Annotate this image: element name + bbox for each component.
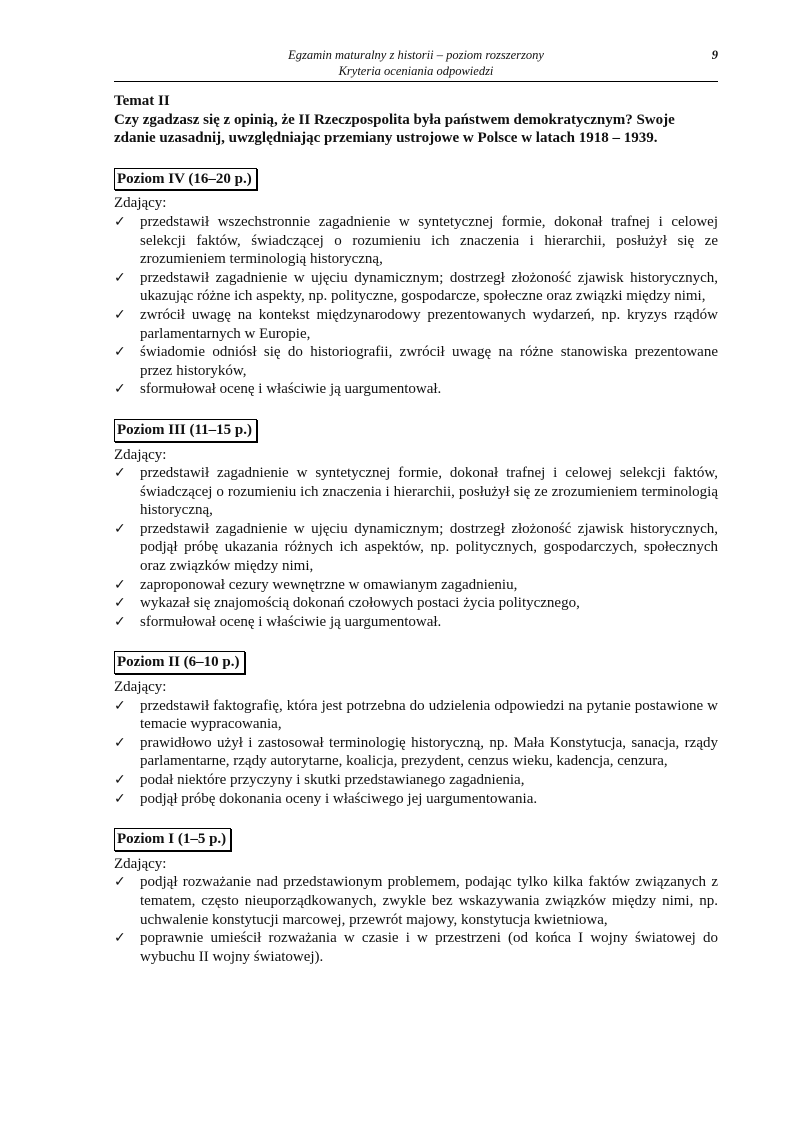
criteria-text: świadomie odniósł się do historiografii, zwrócił uwagę na różne stanowiska prezentowane przez historyków, [140, 344, 718, 379]
criteria-text: przedstawił faktografię, która jest potrzebna do udzielenia odpowiedzi na pytanie postawione w temacie wypracowania, [140, 697, 718, 733]
checkmark-icon: ✓ [114, 344, 126, 361]
criteria-text: wykazał się znajomością dokonań czołowych postaci życia politycznego, [140, 595, 580, 612]
checkmark-icon: ✓ [114, 520, 126, 537]
page-number: 9 [711, 48, 718, 62]
level-heading: Poziom IV (16–20 p.) [114, 168, 257, 191]
checkmark-icon: ✓ [114, 697, 126, 714]
level-heading: Poziom III (11–15 p.) [114, 419, 257, 442]
criteria-list [114, 873, 718, 966]
criteria-item [114, 697, 718, 734]
level-heading: Poziom I (1–5 p.) [114, 828, 231, 851]
checkmark-icon: ✓ [114, 790, 126, 807]
criteria-item [114, 771, 718, 790]
level-section [114, 808, 718, 966]
criteria-text: sformułował ocenę i właściwie ją uargumentował. [140, 613, 442, 630]
criteria-text: poprawnie umieścił rozważania w czasie i w przestrzeni (od końca I wojny światowej do wybuchu II wojny światowej). [140, 930, 718, 965]
level-intro: Zdający: [114, 446, 167, 463]
topic-question: Czy zgadzasz się z opinią, że II Rzeczpospolita była państwem demokratycznym? Swoje zdanie uzasadnij, uwzględniając przemiany ustrojowe w Polsce w latach 1918 – 1939. [114, 111, 675, 147]
level-section [114, 399, 718, 632]
criteria-item [114, 269, 718, 306]
level-intro: Zdający: [114, 679, 167, 696]
criteria-item [114, 734, 718, 771]
criteria-item [114, 380, 718, 399]
criteria-text: przedstawił zagadnienie w ujęciu dynamicznym; dostrzegł złożoność zjawisk historycznych, podjął próbę ukazania różnych ich aspektów, np. politycznych, gospodarczych, społecznych oraz związków między nimi, [140, 520, 718, 575]
criteria-text: przedstawił zagadnienie w syntetycznej formie, dokonał trafnej i celowej selekcji faktów, świadczącej o rozumieniu ich znaczenia i hierarchii, posłużył się ze zrozumieniem terminologią historyczną, [140, 465, 718, 519]
checkmark-icon: ✓ [114, 930, 126, 947]
criteria-item [114, 873, 718, 929]
criteria-item [114, 790, 718, 809]
level-section [114, 631, 718, 808]
checkmark-icon: ✓ [114, 381, 126, 398]
topic-title: Temat II [114, 93, 170, 109]
criteria-list [114, 213, 718, 399]
page-header [114, 47, 718, 82]
checkmark-icon: ✓ [114, 874, 126, 891]
page-content [114, 92, 718, 966]
checkmark-icon: ✓ [114, 613, 126, 630]
checkmark-icon: ✓ [114, 734, 126, 751]
levels-container [114, 148, 718, 967]
criteria-item [114, 929, 718, 966]
criteria-item [114, 343, 718, 380]
checkmark-icon: ✓ [114, 595, 126, 612]
criteria-item [114, 213, 718, 269]
criteria-text: przedstawił wszechstronnie zagadnienie w syntetycznej formie, dokonał trafnej i celowej selekcji faktów, świadczącej o rozumieniu ich znaczenia i hierarchii, posłużył się ze zrozumieniem terminologią historyczną, [140, 213, 718, 268]
criteria-item [114, 464, 718, 520]
header-subtitle: Kryteria oceniania odpowiedzi [338, 64, 494, 78]
level-section [114, 148, 718, 399]
criteria-text: podjął próbę dokonania oceny i właściwego jej uargumentowania. [140, 790, 538, 807]
level-intro: Zdający: [114, 855, 167, 872]
criteria-item [114, 520, 718, 576]
level-heading: Poziom II (6–10 p.) [114, 651, 245, 674]
checkmark-icon: ✓ [114, 576, 126, 593]
checkmark-icon: ✓ [114, 269, 126, 286]
criteria-item [114, 306, 718, 343]
criteria-item [114, 613, 718, 632]
criteria-list [114, 464, 718, 631]
criteria-list [114, 697, 718, 809]
header-exam-title: Egzamin maturalny z historii – poziom rozszerzony [288, 48, 544, 62]
level-intro: Zdający: [114, 195, 167, 212]
criteria-text: sformułował ocenę i właściwie ją uargumentował. [140, 381, 442, 398]
checkmark-icon: ✓ [114, 465, 126, 482]
criteria-item [114, 594, 718, 613]
checkmark-icon: ✓ [114, 213, 126, 230]
checkmark-icon: ✓ [114, 306, 126, 323]
criteria-text: podjął rozważanie nad przedstawionym problemem, podając tylko kilka faktów związanych z tematem, często nieuporządkowanych, zwykle bez wskazywania związków między nimi, np. uchwalenie konstytucji marcowej, przewrót majowy, konstytucja kwietniowa, [140, 874, 718, 928]
criteria-text: prawidłowo użył i zastosował terminologię historyczną, np. Mała Konstytucja, sanacja, rządy parlamentarne, rządy autorytarne, koalicja, prezydent, cenzus wieku, kadencja, cenzura, [140, 734, 718, 770]
criteria-text: podał niektóre przyczyny i skutki przedstawianego zagadnienia, [140, 772, 525, 788]
criteria-text: zaproponował cezury wewnętrzne w omawianym zagadnieniu, [140, 576, 518, 593]
criteria-item [114, 576, 718, 595]
checkmark-icon: ✓ [114, 772, 126, 788]
criteria-text: zwrócił uwagę na kontekst międzynarodowy prezentowanych wydarzeń, np. kryzys rządów parlamentarnych w Europie, [140, 306, 718, 342]
criteria-text: przedstawił zagadnienie w ujęciu dynamicznym; dostrzegł złożoność zjawisk historycznych, ukazując różne ich aspekty, np. polityczne, gospodarcze, społeczne oraz związki między nimi, [140, 269, 718, 305]
